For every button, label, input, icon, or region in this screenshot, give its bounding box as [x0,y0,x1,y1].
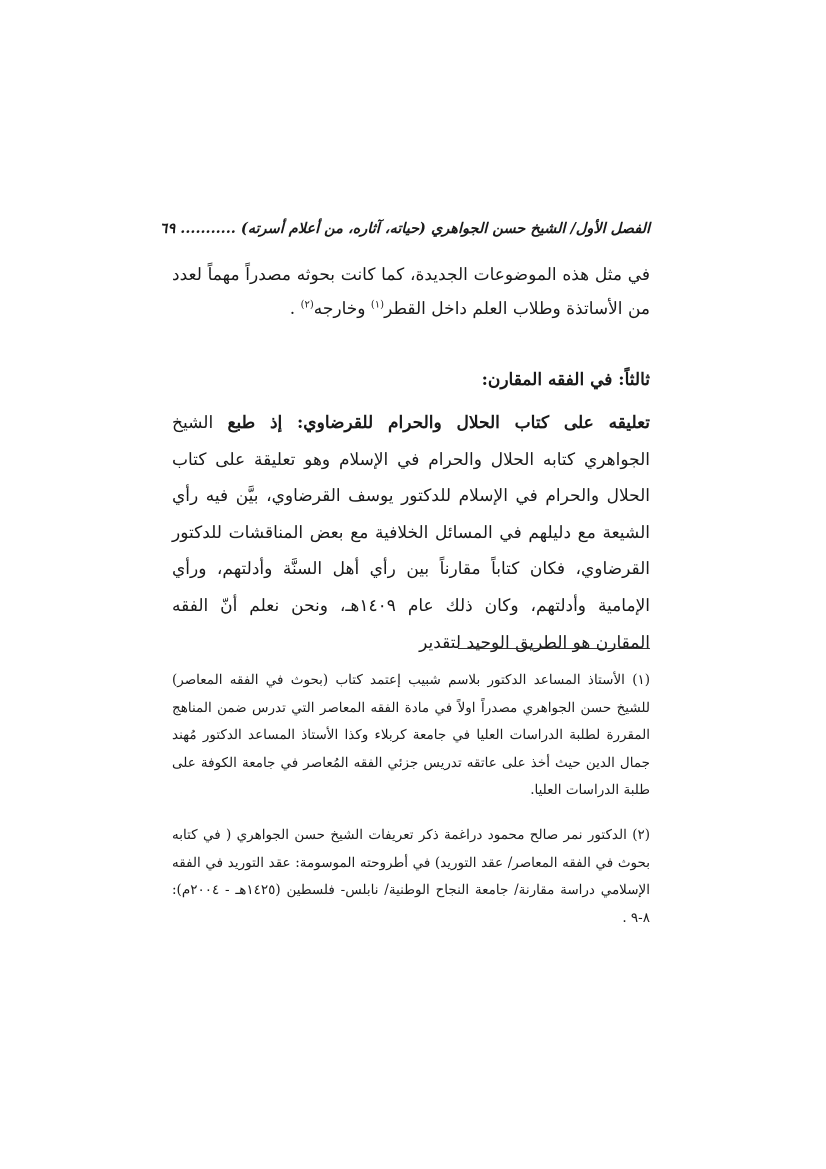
footnote-ref-2[interactable]: (٢) [300,299,314,311]
intro-text-part2: وخارجه [313,299,371,319]
footnote-1 [172,667,650,805]
page-number: ٦٩ [159,220,176,237]
running-header [159,215,650,243]
body-paragraph [172,405,650,661]
intro-text-part3: . [289,299,301,319]
footnote-divider [458,648,650,649]
footnote-ref-1[interactable]: (١) [370,299,385,311]
section-heading: ثالثاً: في الفقه المقارن: [481,370,650,390]
footnote-number-1: (١) [632,672,651,688]
footnote-number-2: (٢) [632,827,651,843]
paragraph-lead: تعليقه على كتاب الحلال والحرام للقرضاوي: إذ طبع [227,413,650,433]
header-title: الفصل الأول/ الشيخ حسن الجواهري (حياته، آثاره، من أعلام أسرته) [240,220,650,237]
intro-paragraph [172,258,650,326]
footnote-text-2: الدكتور نمر صالح محمود دراغمة ذكر تعريفات الشيخ حسن الجواهري ( في كتابه بحوث في الفقه المعاصر/ عقد التوريد) في أطروحته الموسومة: عقد التوريد في الفقه الإسلامي دراسة مقارنة/ جامعة النجاح الوطنية/ نابلس- فلسطين (١٤٢٥هـ - ٢٠٠٤م): ٨-٩ . [172,827,650,926]
paragraph-body: الشيخ الجواهري كتابه الحلال والحرام في الإسلام وهو تعليقة على كتاب الحلال والحرام في الإسلام للدكتور يوسف القرضاوي، بيَّن فيه رأي الشيعة مع دليلهم في المسائل الخلافية مع بعض المناقشات للدكتور القرضاوي، فكان كتاباً مقارناً بين رأي أهل السنَّة وأدلتهم، ورأي الإمامية وأدلتهم، وكان ذلك عام ١٤٠٩هـ، ونحن نعلم أنّ الفقه المقارن هو الطريق الوحيد لتقدير [172,413,650,653]
intro-text-part1: في مثل هذه الموضوعات الجديدة، كما كانت بحوثه مصدراً مهماً لعدد من الأساتذة وطلاب العلم داخل القطر [172,265,650,319]
footnote-2 [172,822,650,932]
footnote-text-1: الأستاذ المساعد الدكتور بلاسم شبيب إعتمد كتاب (بحوث في الفقه المعاصر) للشيخ حسن الجواهري مصدراً اولاً في مادة الفقه المعاصر التي تدرس ضمن المناهج المقررة لطلبة الدراسات العليا في جامعة كربلاء وكذا الأستاذ المساعد الدكتور مُهند جمال الدين حيث أخذ على عاتقه تدريس جزئي الفقه المُعاصر في جامعة الكوفة على طلبة الدراسات العليا. [172,672,650,798]
header-dots: ........... [180,220,236,237]
